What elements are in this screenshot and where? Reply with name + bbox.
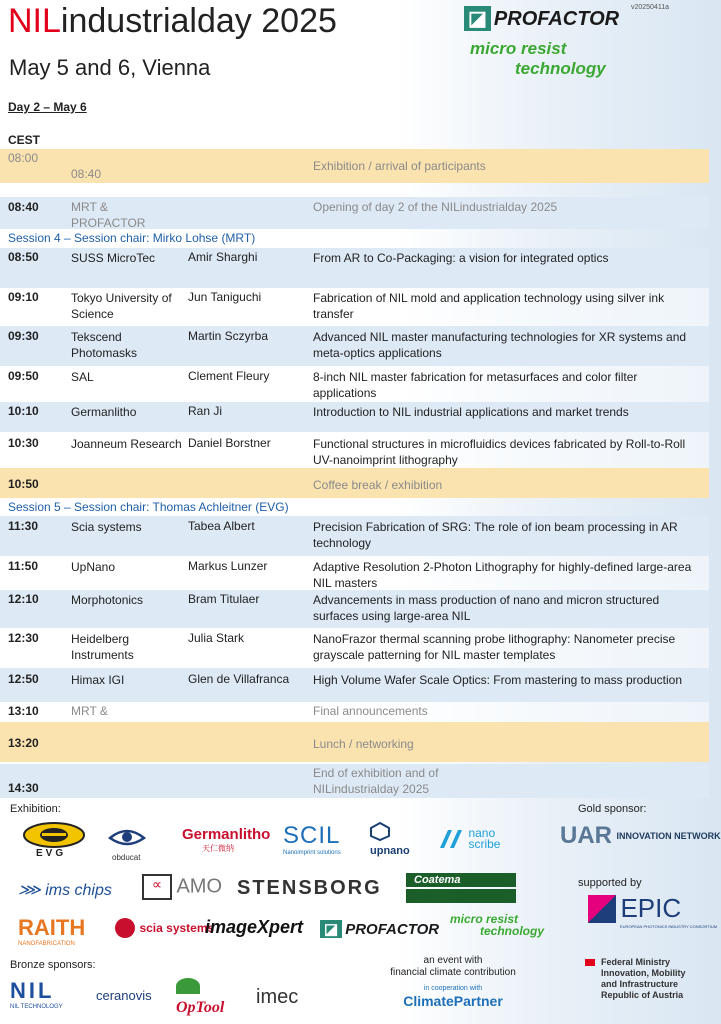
- imschips-logo: ⋙ ims chips: [18, 882, 112, 899]
- ministry-logo: Federal Ministry Innovation, Mobility and Infrastructure Republic of Austria: [585, 957, 701, 1001]
- obducat-eye-icon: [108, 826, 146, 848]
- speaker: Tabea Albert: [188, 519, 255, 533]
- talk-title: Advancements in mass production of nano and micron structured surfaces using large-area NIL: [313, 593, 660, 623]
- speaker: Julia Stark: [188, 631, 245, 645]
- speaker: Martin Sczyrba: [188, 329, 269, 343]
- mrt-logo-line2: technology: [515, 59, 606, 78]
- mrt-footer-logo: micro resist technology: [450, 912, 545, 938]
- session-title: End of exhibition and of NILindustrialday 2025: [313, 766, 439, 796]
- scil-logo: SCIL Nanoimprint solutions: [283, 822, 341, 856]
- organization: SAL: [71, 370, 94, 384]
- raith-logo: RAITH NANOFABRICATION: [18, 915, 86, 947]
- obducat-logo: obducat: [108, 826, 146, 862]
- time: 10:50: [8, 477, 39, 491]
- imschips-mark-icon: ⋙: [18, 882, 46, 899]
- coatema-bar-icon: [406, 889, 516, 903]
- scia-logo: scia systems: [115, 918, 214, 938]
- time: 12:30: [8, 631, 39, 645]
- event-date-location: May 5 and 6, Vienna: [9, 55, 211, 80]
- climate-contribution: an event with financial climate contribution in cooperation with ClimatePartner: [390, 955, 516, 1009]
- time: 12:50: [8, 672, 39, 686]
- scia-mark-icon: [115, 918, 135, 938]
- time: 13:20: [8, 736, 39, 750]
- time: 10:30: [8, 436, 39, 450]
- ceranovis-logo: ceranovis: [96, 988, 152, 1003]
- nanoscribe-mark-icon: [438, 828, 464, 850]
- organization: UpNano: [71, 560, 116, 574]
- agenda-row: [0, 516, 709, 556]
- time: 11:30: [8, 519, 39, 533]
- bronze-sponsors-label: Bronze sponsors:: [10, 959, 96, 971]
- session-title: Opening of day 2 of the NILindustrialday 2025: [313, 200, 558, 214]
- time: 09:10: [8, 290, 39, 304]
- talk-title: 8-inch NIL master fabrication for metasurfaces and color filter applications: [313, 370, 638, 400]
- session-5-header: Session 5 – Session chair: Thomas Achleitner (EVG): [8, 500, 289, 514]
- timezone-label: CEST: [8, 133, 41, 147]
- profactor-mark-icon: ◪: [464, 6, 491, 31]
- speaker: Clement Fleury: [188, 369, 270, 383]
- organization: SUSS MicroTec: [71, 251, 156, 265]
- epic-logo: EPIC EUROPEAN PHOTONICS INDUSTRY CONSORTIUM: [588, 893, 710, 929]
- organization: Tekscend Photomasks: [71, 330, 138, 360]
- organization: Heidelberg Instruments: [71, 632, 134, 662]
- nil-technology-logo: NIL NIL TECHNOLOGY: [10, 978, 63, 1010]
- agenda-row: [0, 402, 709, 432]
- organization: Himax IGI: [71, 673, 125, 687]
- uar-logo: UAR INNOVATION NETWORK: [560, 822, 721, 849]
- time: 09:30: [8, 329, 39, 343]
- profactor-footer-logo: ◪ PROFACTOR: [320, 920, 439, 938]
- speaker: Markus Lunzer: [188, 559, 268, 573]
- time: 13:10: [8, 704, 39, 718]
- time: 12:10: [8, 592, 39, 606]
- agenda-row: [0, 668, 709, 702]
- gold-sponsor-label: Gold sponsor:: [578, 803, 647, 815]
- speaker: Amir Sharghi: [188, 250, 258, 264]
- epic-mark-icon: [588, 895, 616, 923]
- time: 09:50: [8, 369, 39, 383]
- profactor-logo: ◪ PROFACTOR: [464, 6, 619, 31]
- time: 14:30: [8, 781, 39, 795]
- agenda-row: [0, 197, 709, 229]
- talk-title: Adaptive Resolution 2-Photon Lithography for highly-defined large-area NIL masters: [313, 560, 692, 590]
- speaker: Jun Taniguchi: [188, 290, 262, 304]
- talk-title: High Volume Wafer Scale Optics: From mastering to mass production: [313, 673, 683, 687]
- session-title: Lunch / networking: [313, 737, 414, 751]
- agenda-row: [0, 149, 709, 183]
- talk-title: Advanced NIL master manufacturing technologies for XR systems and meta-optics applications: [313, 330, 687, 360]
- agenda-row: [0, 556, 709, 590]
- organization: Joanneum Research: [71, 437, 182, 451]
- talk-title: Functional structures in microfluidics devices fabricated by Roll-to-Roll UV-nanoimprint lithography: [313, 437, 686, 467]
- session-title: Coffee break / exhibition: [313, 478, 443, 492]
- day-label: Day 2 – May 6: [8, 100, 87, 114]
- organization: Morphotonics: [71, 593, 144, 607]
- agenda-row: [0, 590, 709, 628]
- agenda-row: [0, 288, 709, 326]
- coatema-logo: Coatema: [406, 873, 516, 903]
- agenda-row: [0, 702, 709, 722]
- imec-logo: imec: [256, 986, 299, 1008]
- amo-logo: ∝ AMO: [142, 874, 222, 900]
- title-rest: industrialday 2025: [60, 2, 337, 40]
- nanoscribe-logo: nano scribe: [438, 828, 500, 850]
- agenda-row: [0, 628, 709, 668]
- mrt-logo-line1: micro resist: [470, 39, 567, 58]
- optool-logo: OpTool: [176, 978, 224, 1017]
- talk-title: NanoFrazor thermal scanning probe lithography: Nanometer precise grayscale patterning for NIL master templates: [313, 632, 676, 662]
- session-4-header: Session 4 – Session chair: Mirko Lohse (MRT): [8, 231, 256, 245]
- talk-title: Introduction to NIL industrial applications and market trends: [313, 405, 629, 419]
- version-label: v20250411a: [630, 4, 669, 11]
- optool-leaf-icon: [176, 978, 200, 994]
- organization: MRT & PROFACTOR: [71, 200, 146, 230]
- talk-title: Precision Fabrication of SRG: The role of ion beam processing in AR technology: [313, 520, 678, 550]
- imagexpert-logo: imageXpert: [205, 917, 304, 937]
- time: 10:10: [8, 404, 39, 418]
- session-title: Final announcements: [313, 704, 428, 718]
- organization: Germanlitho: [71, 405, 137, 419]
- session-title: Exhibition / arrival of participants: [313, 159, 486, 173]
- agenda-row: [0, 248, 709, 288]
- time: 08:40: [8, 200, 39, 214]
- time-end: 08:40: [71, 167, 102, 181]
- stensborg-logo: STENSBORG: [237, 877, 382, 899]
- speaker: Glen de Villafranca: [188, 672, 290, 686]
- upnano-cube-icon: [370, 822, 390, 840]
- agenda-row: [0, 432, 709, 468]
- supported-by-label: supported by: [578, 877, 642, 889]
- austria-flag-icon: [585, 959, 595, 966]
- title-nil: NIL: [8, 2, 61, 40]
- agenda-row: [0, 722, 709, 762]
- exhibition-label: Exhibition:: [10, 803, 61, 815]
- organization: MRT &: [71, 704, 108, 718]
- upnano-logo: upnano: [370, 822, 410, 857]
- germanlitho-logo: Germanlitho 天仁微纳: [182, 826, 271, 853]
- agenda-row: [0, 326, 709, 366]
- agenda-row: [0, 468, 709, 498]
- time: 08:00: [8, 151, 39, 165]
- agenda-row: [0, 366, 709, 402]
- organization: Scia systems: [71, 520, 142, 534]
- time: 11:50: [8, 559, 39, 573]
- talk-title: From AR to Co-Packaging: a vision for integrated optics: [313, 251, 609, 265]
- event-title: [8, 2, 337, 41]
- profactor-footer-mark-icon: ◪: [320, 920, 342, 938]
- agenda-row: [0, 764, 709, 798]
- amo-mark-icon: ∝: [142, 874, 172, 900]
- speaker: Daniel Borstner: [188, 436, 271, 450]
- evg-logo: EVG: [22, 822, 86, 860]
- speaker: Bram Titulaer: [188, 592, 260, 606]
- organization: Tokyo University of Science: [71, 291, 172, 321]
- talk-title: Fabrication of NIL mold and application technology using silver ink transfer: [313, 291, 665, 321]
- time: 08:50: [8, 250, 39, 264]
- speaker: Ran Ji: [188, 404, 223, 418]
